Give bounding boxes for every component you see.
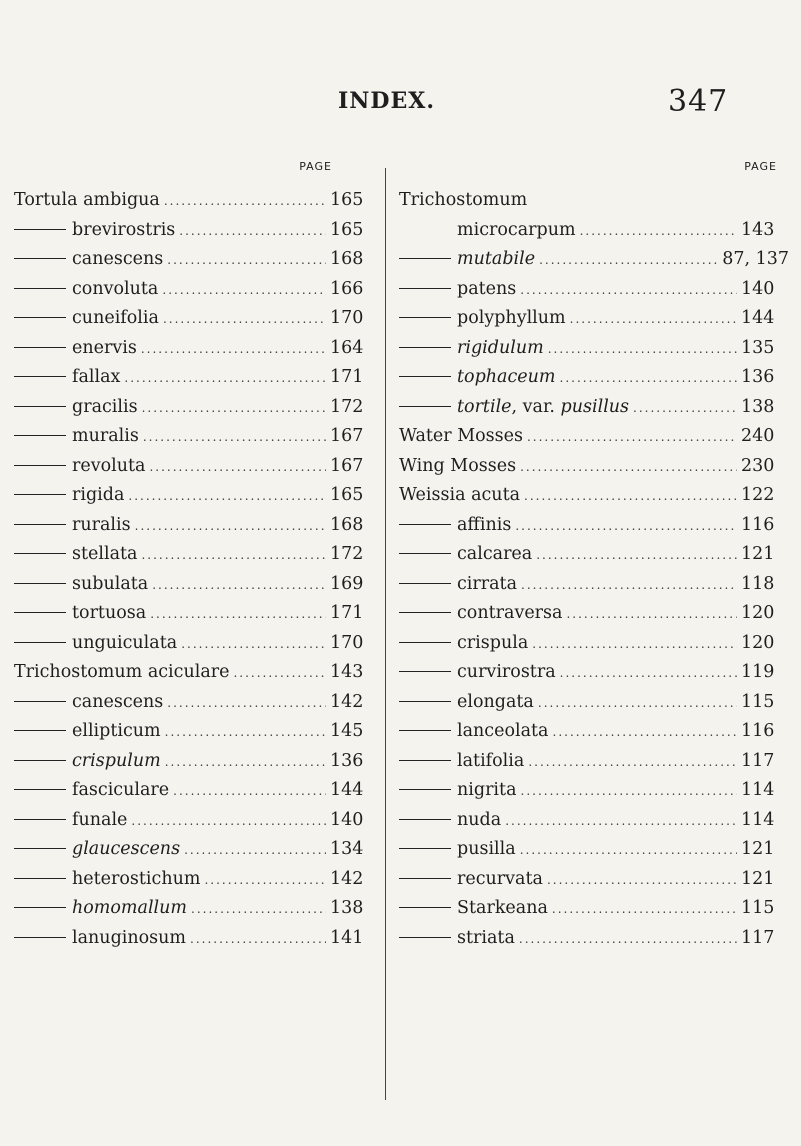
page-ref: 172 — [330, 544, 364, 564]
page-ref: 114 — [741, 809, 775, 830]
entry-name: nuda — [457, 809, 502, 830]
page-ref: 121 — [741, 868, 775, 889]
entry-name: fallax — [72, 367, 121, 387]
entry-name: rigida — [72, 485, 125, 505]
ditto-dash — [399, 878, 451, 879]
leader-dots — [165, 748, 326, 778]
index-entry — [399, 334, 789, 364]
page-ref: 121 — [741, 839, 775, 859]
entry-name: crispulum — [72, 750, 161, 771]
ditto-dash — [399, 524, 451, 525]
leader-dots — [532, 630, 737, 660]
ditto-dash — [14, 937, 66, 938]
entry-name: subulata — [72, 573, 149, 594]
entry-name: homomallum — [72, 898, 188, 918]
leader-dots — [164, 187, 326, 217]
entry-name: cirrata — [457, 573, 518, 594]
entry-name: Starkeana — [457, 898, 548, 918]
page-ref: 167 — [330, 455, 364, 476]
entry-name: Weissia acuta — [399, 485, 521, 505]
page-ref: 142 — [330, 691, 364, 712]
ditto-dash — [14, 583, 66, 584]
index-entry — [14, 717, 370, 747]
entry-name: rigidulum — [457, 337, 544, 358]
page-ref: 117 — [741, 927, 775, 948]
page-ref: 116 — [741, 721, 775, 741]
page-ref: 165 — [330, 190, 364, 210]
page-ref: 141 — [330, 927, 364, 948]
index-entry — [399, 481, 789, 511]
index-entry — [399, 835, 789, 865]
leader-dots — [515, 512, 737, 542]
page-ref: 136 — [741, 367, 775, 387]
index-entry — [14, 275, 370, 305]
entry-name: canescens — [72, 249, 164, 269]
ditto-dash — [14, 848, 66, 849]
ditto-dash — [14, 288, 66, 289]
page-ref: 117 — [741, 750, 775, 771]
leader-dots — [181, 630, 326, 660]
index-entry — [399, 216, 789, 246]
ditto-dash — [399, 376, 451, 377]
page-ref: 144 — [741, 308, 775, 328]
page-ref: 115 — [741, 898, 775, 918]
ditto-dash — [399, 553, 451, 554]
entry-name: pusilla — [457, 839, 516, 859]
ditto-dash — [399, 819, 451, 820]
leader-dots — [521, 571, 737, 601]
entry-name: unguiculata — [72, 632, 178, 653]
ditto-dash — [399, 701, 451, 702]
page-ref: 230 — [741, 455, 775, 476]
page-number: 347 — [668, 84, 729, 119]
index-entry — [399, 275, 789, 305]
leader-dots — [190, 925, 326, 955]
column-header — [14, 160, 370, 186]
index-entry — [399, 540, 789, 570]
entry-name: Trichostomum — [399, 190, 528, 210]
leader-dots — [165, 718, 326, 748]
entry-name: contraversa — [457, 603, 563, 623]
entry-name: gracilis — [72, 396, 138, 417]
entry-name: stellata — [72, 544, 138, 564]
leader-dots — [538, 689, 737, 719]
ditto-dash — [399, 789, 451, 790]
index-entry — [14, 924, 370, 954]
ditto-dash — [14, 701, 66, 702]
index-entry — [14, 393, 370, 423]
column-header — [399, 160, 789, 186]
page-ref: 172 — [330, 396, 364, 417]
entry-name: canescens — [72, 691, 164, 712]
leader-dots — [553, 718, 738, 748]
page-ref: 142 — [330, 868, 364, 889]
index-entry — [14, 570, 370, 600]
entry-name: Wing Mosses — [399, 455, 517, 476]
index-entry — [14, 688, 370, 718]
ditto-dash — [399, 937, 451, 938]
page-ref: 145 — [330, 721, 364, 741]
index-entry — [14, 599, 370, 629]
leader-dots — [141, 335, 326, 365]
leader-dots — [524, 482, 737, 512]
index-entry — [399, 452, 789, 482]
page-ref: 116 — [741, 514, 775, 535]
page-ref: 168 — [330, 514, 364, 535]
leader-dots — [167, 689, 326, 719]
column-divider — [385, 168, 386, 1100]
index-entry — [399, 924, 789, 954]
index-list — [14, 186, 370, 953]
ditto-dash — [14, 258, 66, 259]
entry-name: crispula — [457, 632, 529, 653]
ditto-dash — [399, 612, 451, 613]
entry-name: nigrita — [457, 780, 517, 800]
page-ref: 171 — [330, 603, 364, 623]
index-entry — [399, 658, 789, 688]
ditto-dash — [14, 465, 66, 466]
leader-dots — [128, 482, 326, 512]
page-ref: 115 — [741, 691, 775, 712]
leader-dots — [167, 246, 326, 276]
entry-name: lanuginosum — [72, 927, 187, 948]
index-entry — [14, 865, 370, 895]
entry-name: Tortula ambigua — [14, 190, 160, 210]
leader-dots — [519, 925, 737, 955]
ditto-dash — [399, 730, 451, 731]
page-ref: 119 — [741, 662, 775, 682]
ditto-dash — [14, 612, 66, 613]
leader-dots — [560, 659, 737, 689]
leader-dots — [141, 541, 326, 571]
ditto-dash — [14, 406, 66, 407]
entry-name: tophaceum — [457, 367, 556, 387]
leader-dots — [162, 276, 326, 306]
index-entry — [14, 422, 370, 452]
page-ref: 120 — [741, 603, 775, 623]
page-ref: 169 — [330, 573, 364, 594]
leader-dots — [152, 571, 326, 601]
page-ref: 144 — [330, 780, 364, 800]
index-entry — [399, 186, 789, 216]
page-ref: 166 — [330, 278, 364, 299]
leader-dots — [173, 777, 326, 807]
leader-dots — [539, 246, 718, 276]
leader-dots — [536, 541, 737, 571]
leader-dots — [191, 895, 326, 925]
index-entry — [399, 717, 789, 747]
page-column-label: PAGE — [299, 160, 332, 173]
ditto-dash — [399, 671, 451, 672]
ditto-dash — [14, 347, 66, 348]
ditto-dash — [14, 760, 66, 761]
entry-name: patens — [457, 278, 517, 299]
page-ref: 120 — [741, 632, 775, 653]
page-ref: 143 — [741, 219, 775, 240]
index-entry — [399, 894, 789, 924]
page-ref: 134 — [330, 839, 364, 859]
page-ref: 138 — [330, 898, 364, 918]
ditto-dash — [399, 907, 451, 908]
index-entry — [399, 629, 789, 659]
entry-name: striata — [457, 927, 515, 948]
index-entry — [399, 688, 789, 718]
page-ref: 87, 137 — [722, 249, 789, 269]
page-ref: 240 — [741, 426, 775, 446]
index-entry — [399, 570, 789, 600]
index-entry — [14, 481, 370, 511]
entry-name: tortile — [457, 396, 512, 417]
leader-dots — [548, 335, 737, 365]
index-entry — [399, 393, 789, 423]
entry-name: brevirostris — [72, 219, 176, 240]
leader-dots — [204, 866, 326, 896]
entry-name: enervis — [72, 337, 137, 358]
index-column-left — [14, 160, 370, 953]
entry-name: fasciculare — [72, 780, 170, 800]
leader-dots — [520, 276, 737, 306]
ditto-dash — [14, 878, 66, 879]
page-ref: 138 — [741, 396, 775, 417]
page-ref: 114 — [741, 780, 775, 800]
entry-name: glaucescens — [72, 839, 181, 859]
index-entry — [14, 363, 370, 393]
leader-dots — [633, 394, 737, 424]
page-ref: 168 — [330, 249, 364, 269]
entry-name: convoluta — [72, 278, 159, 299]
page-ref: 165 — [330, 219, 364, 240]
page-ref: 140 — [330, 809, 364, 830]
entry-name: elongata — [457, 691, 534, 712]
entry-qualifier: , var. — [511, 396, 561, 417]
page-ref: 170 — [330, 308, 364, 328]
page-column-label: PAGE — [744, 160, 777, 173]
entry-name: latifolia — [457, 750, 525, 771]
page-ref: 143 — [330, 662, 364, 682]
page-ref: 164 — [330, 337, 364, 358]
leader-dots — [142, 394, 326, 424]
index-entry — [14, 245, 370, 275]
leader-dots — [124, 364, 326, 394]
index-column-right — [399, 160, 789, 953]
ditto-dash — [399, 406, 451, 407]
ditto-dash — [14, 524, 66, 525]
leader-dots — [505, 807, 737, 837]
ditto-dash — [399, 848, 451, 849]
entry-name: mutabile — [457, 249, 536, 269]
ditto-dash — [399, 288, 451, 289]
leader-dots — [552, 895, 737, 925]
page-ref: 170 — [330, 632, 364, 653]
ditto-dash — [399, 642, 451, 643]
entry-name: muralis — [72, 426, 139, 446]
leader-dots — [560, 364, 738, 394]
page-ref: 167 — [330, 426, 364, 446]
entry-name: calcarea — [457, 544, 533, 564]
index-entry — [14, 452, 370, 482]
leader-dots — [520, 836, 737, 866]
index-entry — [14, 776, 370, 806]
entry-name: Water Mosses — [399, 426, 523, 446]
leader-dots — [580, 217, 737, 247]
leader-dots — [520, 453, 737, 483]
index-entry — [399, 865, 789, 895]
ditto-dash — [399, 760, 451, 761]
leader-dots — [163, 305, 326, 335]
page-ref: 171 — [330, 367, 364, 387]
index-list — [399, 186, 789, 953]
running-title: INDEX. — [338, 88, 435, 114]
entry-name: curvirostra — [457, 662, 556, 682]
page-ref: 136 — [330, 750, 364, 771]
ditto-dash — [14, 435, 66, 436]
leader-dots — [179, 217, 326, 247]
entry-name: ellipticum — [72, 721, 161, 741]
ditto-dash — [14, 494, 66, 495]
entry-name: revoluta — [72, 455, 146, 476]
index-entry — [14, 629, 370, 659]
index-entry — [14, 835, 370, 865]
page-ref: 122 — [741, 485, 775, 505]
page-header — [0, 84, 801, 128]
leader-dots — [143, 423, 326, 453]
index-entry — [399, 776, 789, 806]
leader-dots — [135, 512, 326, 542]
entry-name: cuneifolia — [72, 308, 159, 328]
ditto-dash — [14, 553, 66, 554]
index-entry — [399, 747, 789, 777]
ditto-dash — [14, 642, 66, 643]
leader-dots — [149, 453, 326, 483]
leader-dots — [131, 807, 326, 837]
entry-name: polyphyllum — [457, 308, 566, 328]
leader-dots — [528, 748, 737, 778]
ditto-dash — [14, 819, 66, 820]
ditto-dash — [399, 583, 451, 584]
index-entry — [14, 304, 370, 334]
page-ref: 135 — [741, 337, 775, 358]
index-entry — [14, 216, 370, 246]
page-ref: 118 — [741, 573, 775, 594]
entry-name: microcarpum — [457, 219, 576, 240]
ditto-dash — [399, 347, 451, 348]
entry-name: recurvata — [457, 868, 543, 889]
index-entry — [14, 806, 370, 836]
entry-name: ruralis — [72, 514, 131, 535]
index-entry — [14, 747, 370, 777]
leader-dots — [566, 600, 737, 630]
leader-dots — [184, 836, 326, 866]
index-entry — [399, 599, 789, 629]
ditto-dash — [399, 317, 451, 318]
entry-name: heterostichum — [72, 868, 201, 889]
index-entry — [14, 511, 370, 541]
leader-dots — [150, 600, 326, 630]
entry-name: funale — [72, 809, 128, 830]
page-ref: 121 — [741, 544, 775, 564]
index-entry — [14, 658, 370, 688]
index-entry — [399, 511, 789, 541]
index-entry — [14, 894, 370, 924]
leader-dots — [521, 777, 738, 807]
page-ref: 165 — [330, 485, 364, 505]
ditto-dash — [399, 258, 451, 259]
index-entry — [399, 363, 789, 393]
index-entry — [14, 186, 370, 216]
entry-name: affinis — [457, 514, 512, 535]
entry-name: Trichostomum aciculare — [14, 662, 230, 682]
ditto-dash — [14, 730, 66, 731]
leader-dots — [233, 659, 326, 689]
index-entry — [399, 245, 789, 275]
ditto-dash — [14, 907, 66, 908]
index-entry — [399, 806, 789, 836]
entry-name: lanceolata — [457, 721, 549, 741]
ditto-dash — [14, 317, 66, 318]
ditto-dash — [14, 376, 66, 377]
index-entry — [399, 422, 789, 452]
index-entry — [14, 540, 370, 570]
leader-dots — [527, 423, 737, 453]
ditto-dash — [14, 229, 66, 230]
index-entry — [399, 304, 789, 334]
entry-variety: pusillus — [560, 396, 630, 417]
entry-name: tortuosa — [72, 603, 147, 623]
ditto-dash — [14, 789, 66, 790]
leader-dots — [570, 305, 737, 335]
leader-dots — [547, 866, 737, 896]
page-ref: 140 — [741, 278, 775, 299]
index-entry — [14, 334, 370, 364]
